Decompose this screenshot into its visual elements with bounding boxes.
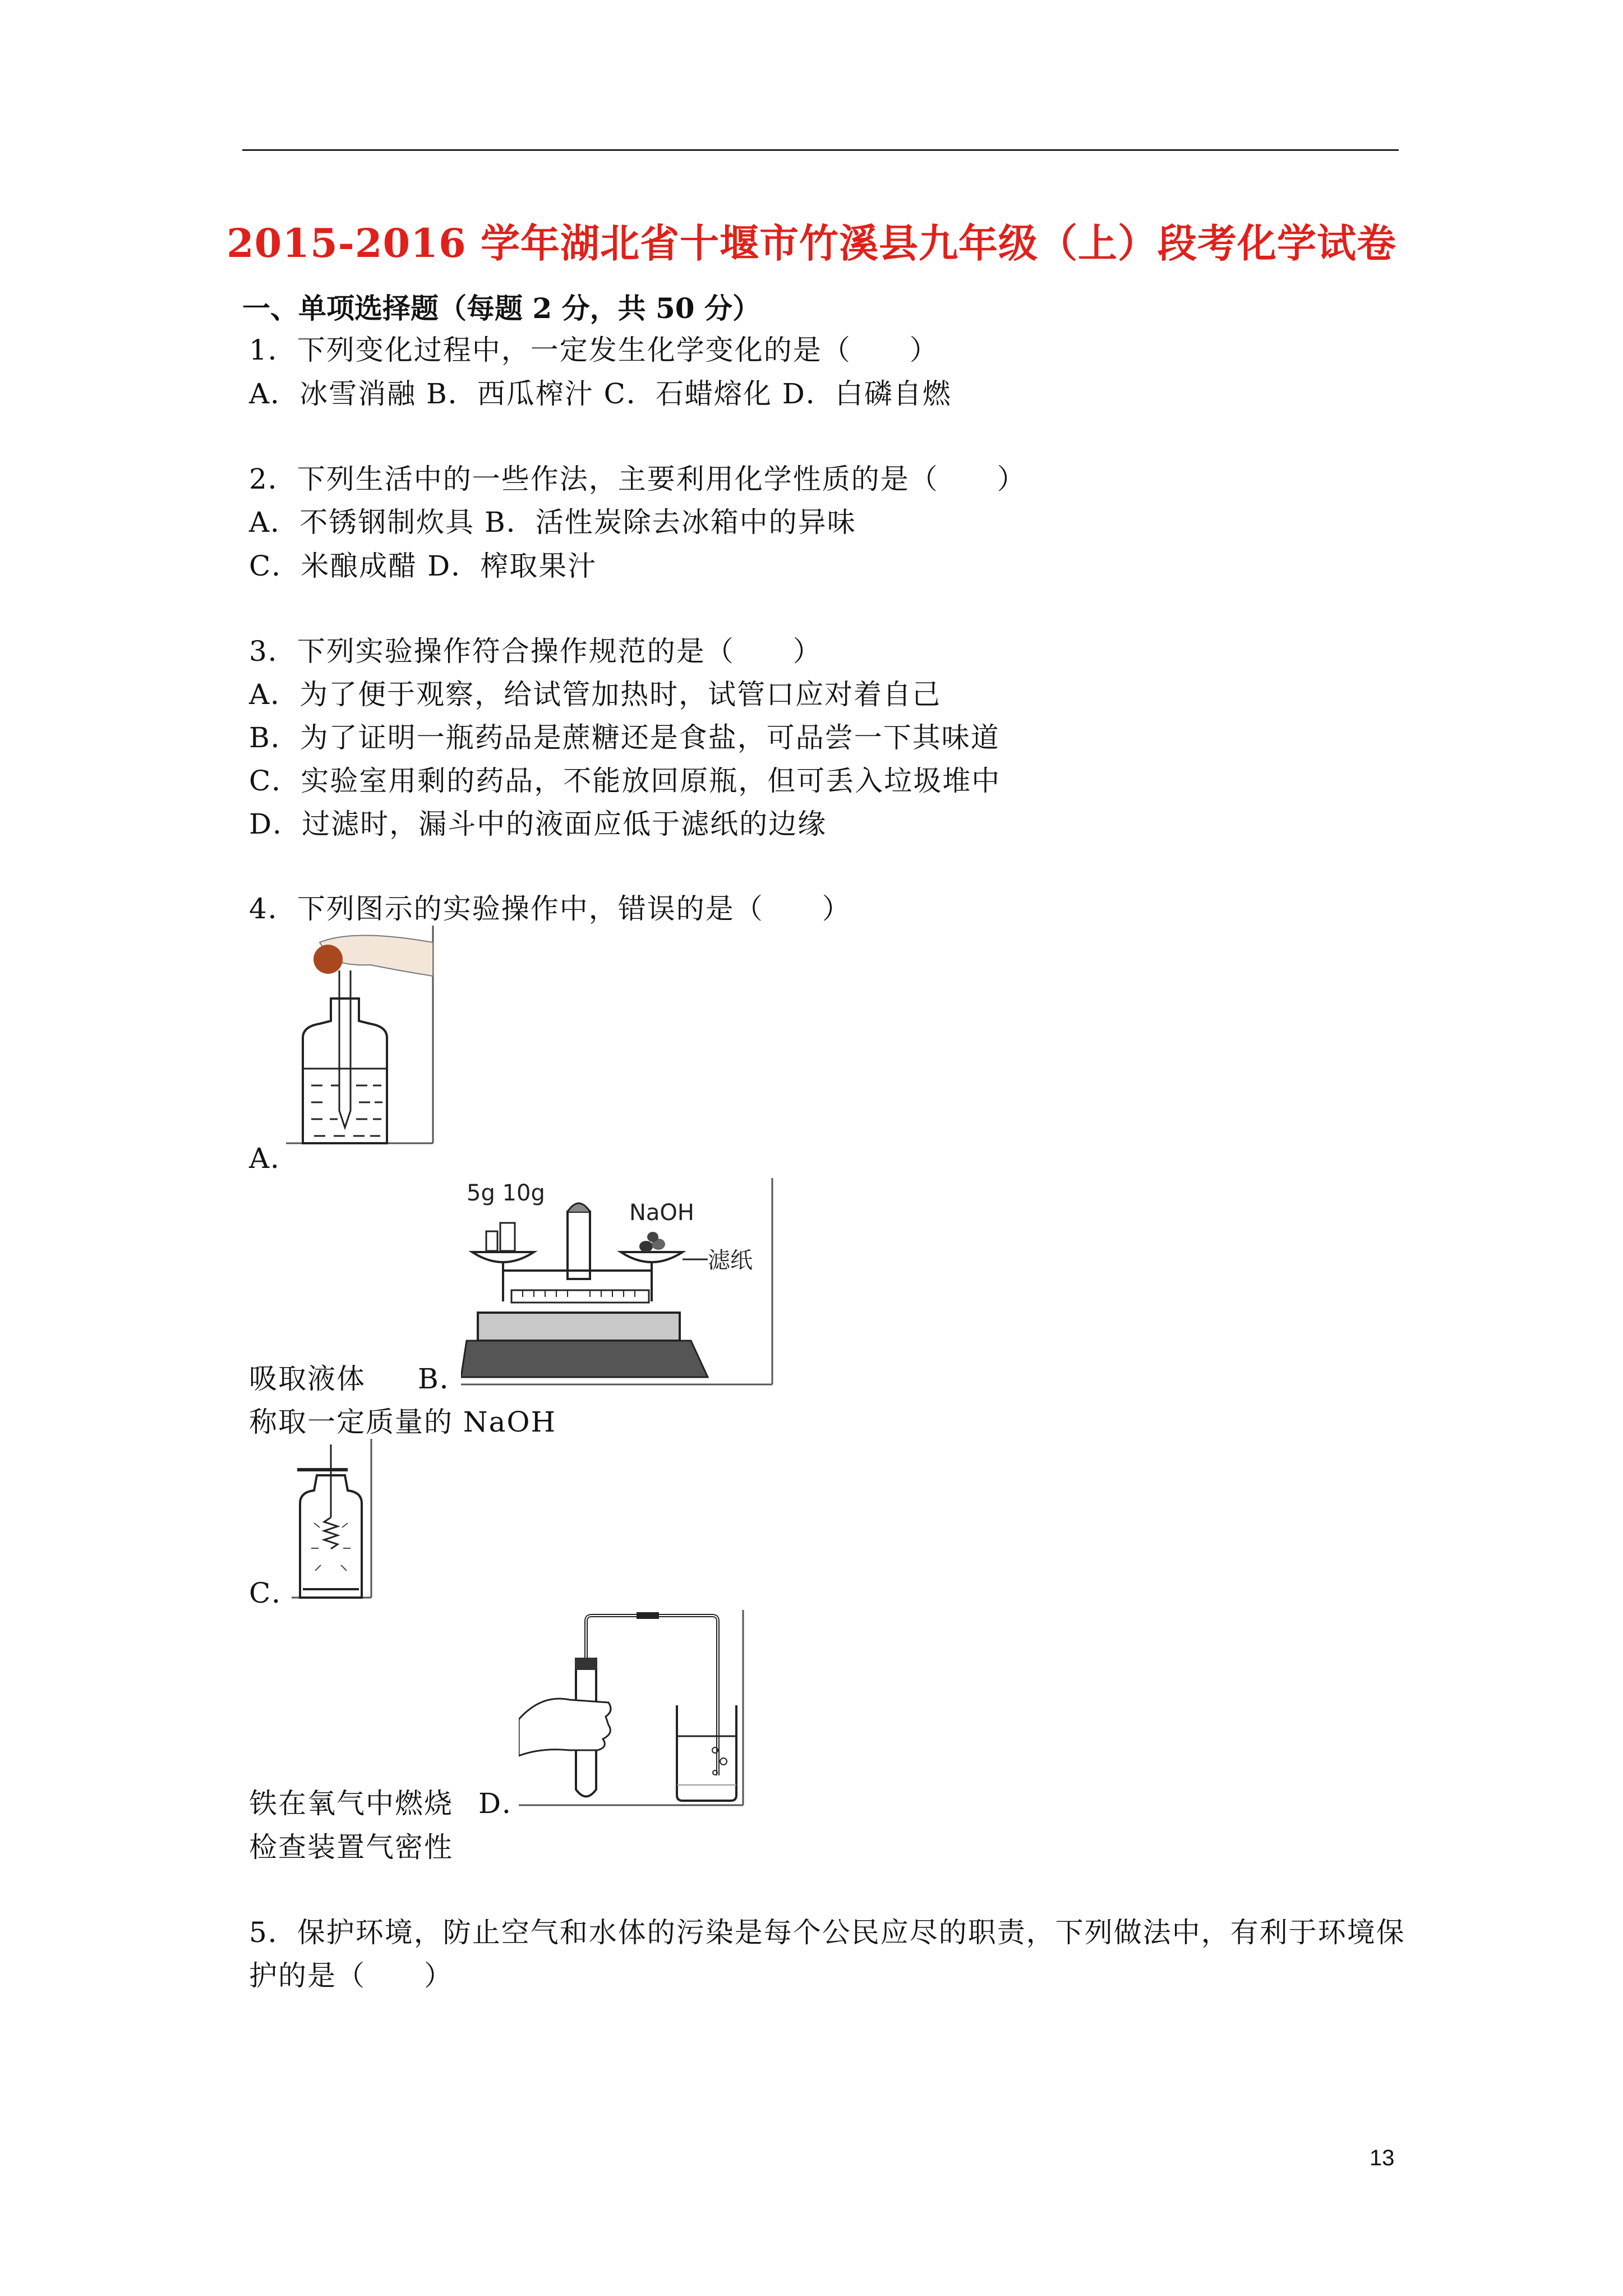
figure-a-caption: 吸取液体 (249, 1363, 366, 1395)
figure-b-paper-label: 滤纸 (708, 1248, 753, 1273)
question-2-options-line2: C．米酿成醋 D．榨取果汁 (249, 550, 597, 582)
question-5-stem-line2: 护的是（ ） (249, 1959, 453, 1992)
figure-a-letter: A． (249, 1142, 300, 1175)
figure-d-airtightness (519, 1610, 746, 1806)
page-number: 13 (1370, 2146, 1395, 2170)
figure-b-weights-label: 5g 10g (467, 1180, 545, 1206)
figure-b-balance (461, 1178, 775, 1386)
question-4-stem: 4．下列图示的实验操作中，错误的是（ ） (249, 892, 851, 925)
question-2-stem: 2．下列生活中的一些作法，主要利用化学性质的是（ ） (249, 463, 1026, 495)
figure-c-iron-burning (292, 1439, 376, 1599)
question-3-option-d: D．过滤时，漏斗中的液面应低于滤纸的边缘 (249, 808, 827, 840)
question-5-stem-line1: 5．保护环境，防止空气和水体的污染是每个公民应尽的职责，下列做法中，有利于环境保 (249, 1916, 1405, 1949)
figure-b-caption: 称取一定质量的 NaOH (249, 1406, 557, 1438)
question-3-option-c: C．实验室用剩的药品，不能放回原瓶，但可丢入垃圾堆中 (249, 765, 1001, 797)
section-heading: 一、单项选择题（每题 2 分，共 50 分） (242, 292, 760, 325)
figure-c-caption: 铁在氧气中燃烧 (249, 1787, 453, 1820)
figure-b-naoh-label: NaOH (629, 1200, 694, 1226)
question-3-option-a: A．为了便于观察，给试管加热时，试管口应对着自己 (249, 678, 942, 711)
question-1-stem: 1．下列变化过程中，一定发生化学变化的是（ ） (249, 334, 939, 366)
figure-d-letter: D． (478, 1787, 532, 1820)
question-3-option-b: B．为了证明一瓶药品是蔗糖还是食盐，可品尝一下其味道 (249, 721, 1000, 754)
figure-d-caption: 检查装置气密性 (249, 1831, 453, 1864)
question-2-options-line1: A．不锈钢制炊具 B．活性炭除去冰箱中的异味 (249, 506, 856, 539)
question-1-options: A．冰雪消融 B．西瓜榨汁 C．石蜡熔化 D．白磷自燃 (249, 378, 952, 410)
question-3-stem: 3．下列实验操作符合操作规范的是（ ） (249, 635, 822, 668)
figure-b-letter: B． (418, 1363, 469, 1395)
exam-title: 2015-2016 学年湖北省十堰市竹溪县九年级（上）段考化学试卷 (226, 220, 1397, 266)
figure-c-letter: C． (249, 1577, 301, 1609)
figure-a-dropper (286, 926, 437, 1144)
header-rule (242, 149, 1399, 151)
